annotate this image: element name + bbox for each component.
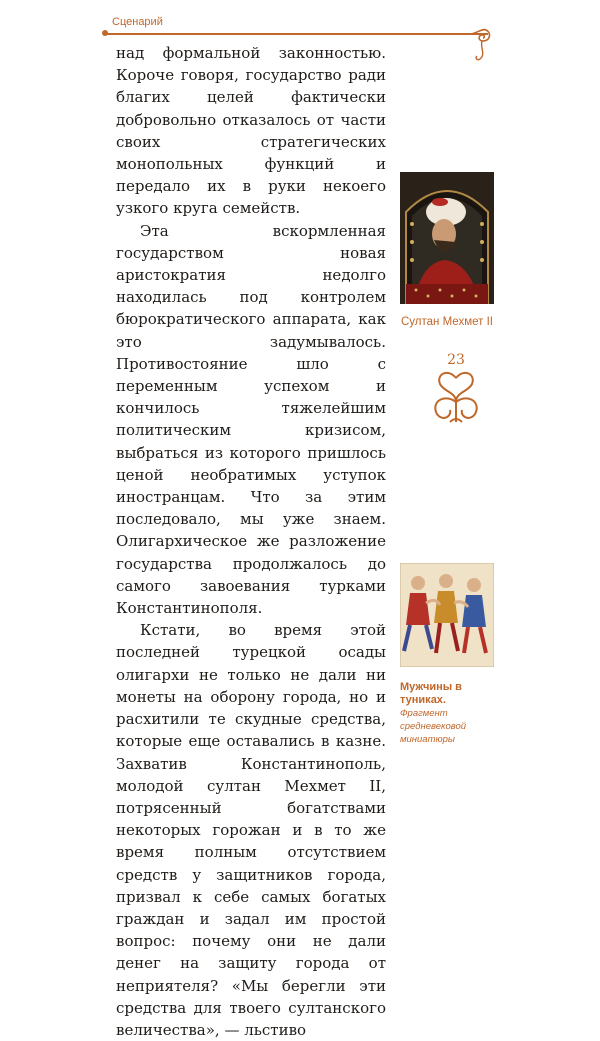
portrait-caption: Султан Мехмет II [401,316,493,328]
section-title: Сценарий [112,16,163,28]
scroll-curl-icon [468,24,494,62]
paragraph: Кстати, во время этой последней турецкой осады олигархи не только не дали ни монеты на оборону города, но и расхитили те скудные средства, которые еще оставались в казне. Захватив Константинополь, молодой султан Мехмет II, потрясенный богатствами некоторых горожан и в то же время полным отсутствием средств у защитников города, призвал к себе самых богатых граждан и задал им простой вопрос: почему они не дали денег на защиту города от неприятеля? «Мы берегли эти средства для твоего султанского величества», — льстиво [116,621,386,1039]
men-in-tunics-miniature-image [400,563,494,667]
body-text [116,42,386,1041]
miniature-caption-subtitle: Фрагмент средневековой миниатюры [400,708,467,745]
page-number: 23 [447,352,465,368]
paragraph: Эта вскормленная государством новая аристократия недолго находилась под контролем бюрократического аппарата, как это задумывалось. Противостояние шло с переменным успехом и кончилось тяжелейшим политическим кризисом, выбраться из которого пришлось ценой необратимых уступок иностранцам. Что за этим последовало, мы уже знаем. Олигархическое же разложение государства продолжалось до самого завоевания турками Константинополя. [116,221,386,618]
header-rule [106,33,488,35]
miniature-caption-title: Мужчины в туниках. [400,681,462,706]
sultan-portrait-image [400,172,494,304]
paragraph-continued: над формальной законностью. Короче говоря, государство ради благих целей фактически добровольно отказалось от части своих стратегических монопольных функций и передало их в руки некоего узкого круга семейств. [116,44,386,218]
heart-ornament-icon [428,368,484,426]
miniature-caption [400,681,510,746]
